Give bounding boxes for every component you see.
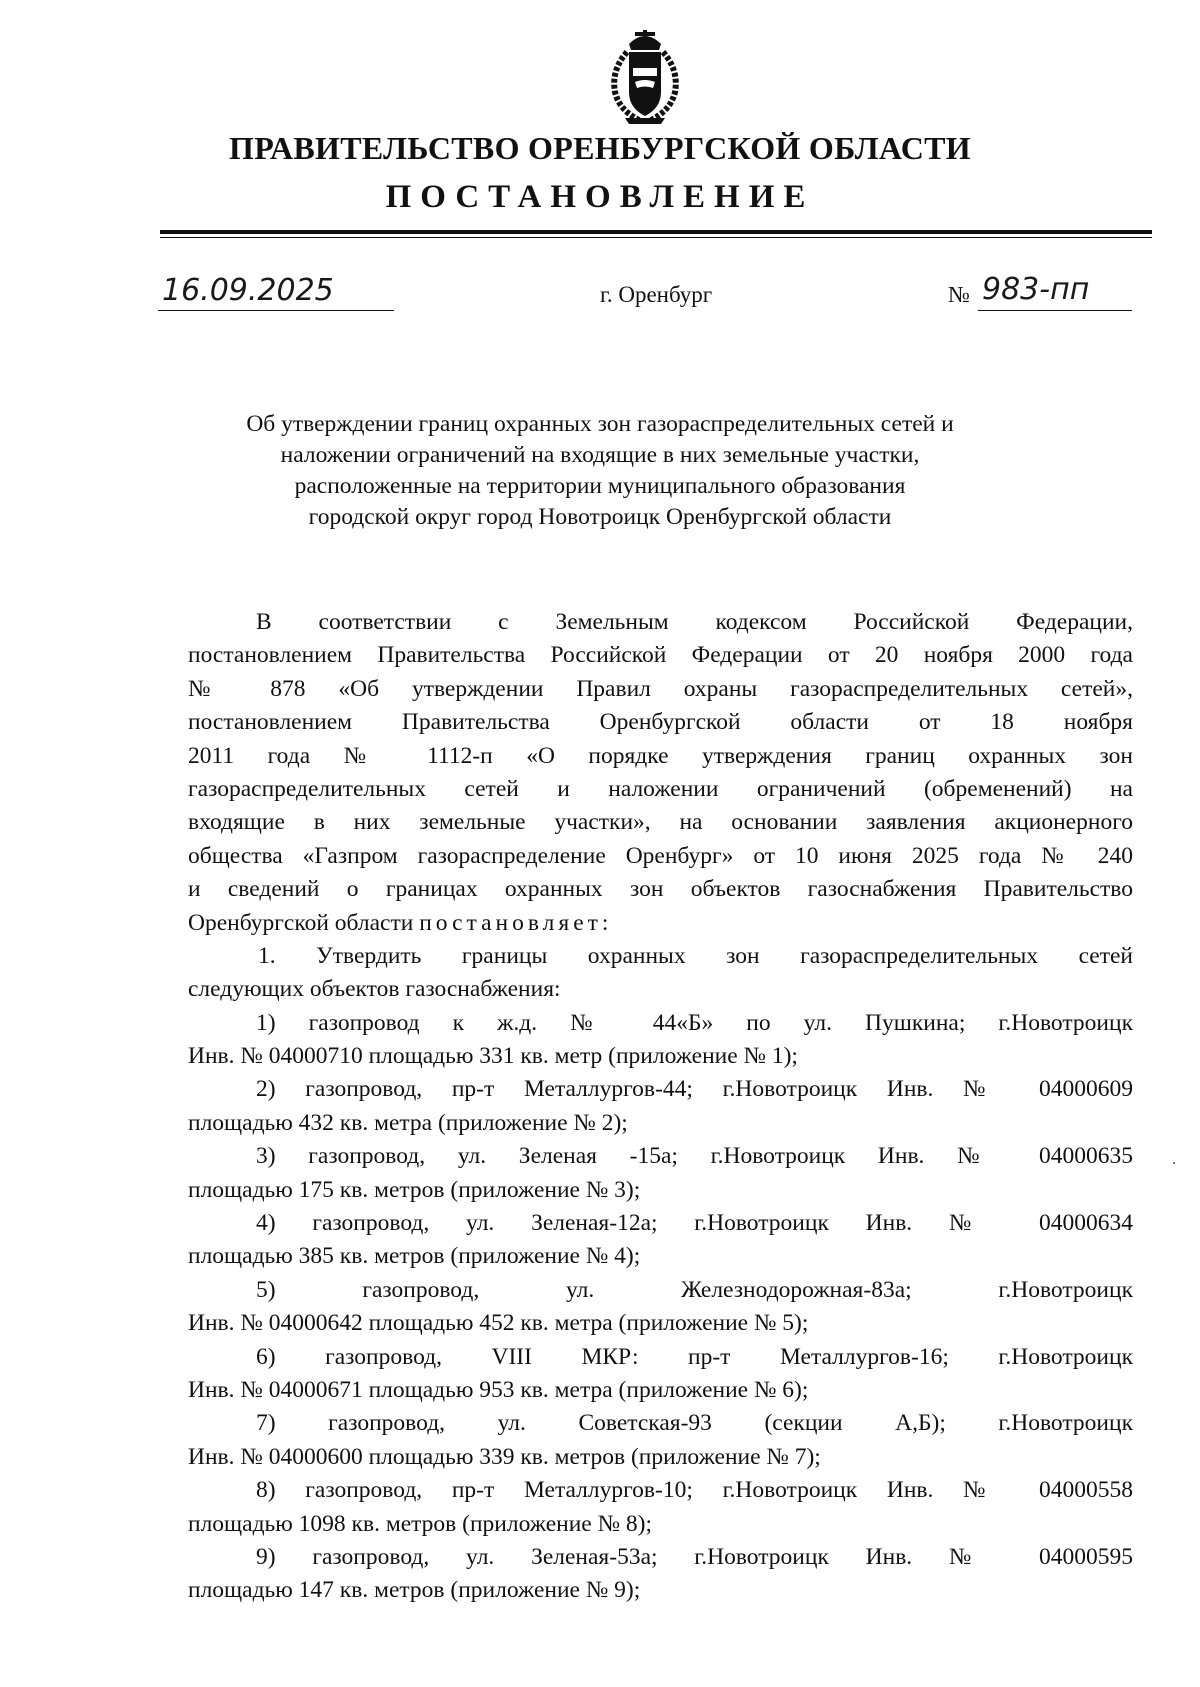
list-item: 8) газопровод, пр-т Металлургов-10; г.Новотроицк Инв. № 04000558 [256,1477,1133,1504]
list-item-cont: Инв. № 04000671 площадью 953 кв. метра (приложение № 6); [188,1376,809,1403]
list-item-cont: площадью 1098 кв. метров (приложение № 8); [188,1510,652,1537]
preamble-line: 2011 года № 1112-п «О порядке утверждения границ охранных зон [188,742,1133,769]
document-title [0,409,1200,533]
list-item: 6) газопровод, VIII МКР: пр-т Металлургов-16; г.Новотроицк [256,1343,1133,1370]
document-date: 16.09.2025 [162,273,334,308]
preamble-line: и сведений о границах охранных зон объектов газоснабжения Правительство [188,876,1133,903]
resolution-verb: постановляет: [419,909,613,936]
preamble-line-last [188,907,1133,940]
preamble-line: газораспределительных сетей и наложении ограничений (обременений) на [188,775,1133,802]
document-number: 983-пп [982,272,1090,307]
number-underline [978,310,1132,311]
clause-line: 1. Утвердить границы охранных зон газораспределительных сетей [258,942,1133,969]
header-rule-thin [160,237,1152,238]
list-item: 3) газопровод, ул. Зеленая -15а; г.Новотроицк Инв. № 04000635 [256,1143,1133,1170]
document-body [188,606,1133,1608]
preamble-line: № 878 «Об утверждении Правил охраны газораспределительных сетей», [188,675,1133,702]
list-item-cont: площадью 432 кв. метра (приложение № 2); [188,1109,628,1136]
list-item: 4) газопровод, ул. Зеленая-12а; г.Новотроицк Инв. № 04000634 [256,1210,1133,1237]
government-title: ПРАВИТЕЛЬСТВО ОРЕНБУРГСКОЙ ОБЛАСТИ [229,130,971,166]
list-item-cont: Инв. № 04000642 площадью 452 кв. метра (приложение № 5); [188,1310,809,1337]
preamble-line: В соответствии с Земельным кодексом Российской Федерации, [256,609,1133,635]
title-line: расположенные на территории муниципального образования [294,473,906,499]
title-line: наложении ограничений на входящие в них земельные участки, [280,442,920,468]
document-number-label: № [948,282,970,307]
list-item-cont: площадью 385 кв. метров (приложение № 4); [188,1243,641,1270]
coat-of-arms-emblem [605,30,685,126]
title-line: Об утверждении границ охранных зон газораспределительных сетей и [246,411,954,437]
document-city: г. Оренбург [600,282,713,307]
list-item: 1) газопровод к ж.д. № 44«Б» по ул. Пушкина; г.Новотроицк [256,1009,1133,1036]
preamble-line: постановлением Правительства Оренбургской области от 18 ноября [188,709,1133,736]
list-item: 9) газопровод, ул. Зеленая-53а; г.Новотроицк Инв. № 04000595 [256,1543,1133,1570]
preamble-line: постановлением Правительства Российской Федерации от 20 ноября 2000 года [188,642,1133,669]
list-item-cont: площадью 147 кв. метров (приложение № 9); [188,1577,641,1604]
document-type: ПОСТАНОВЛЕНИЕ [385,179,815,215]
preamble-last-text: Оренбургской области [188,909,420,936]
list-item: 7) газопровод, ул. Советская-93 (секции А,Б); г.Новотроицк [256,1410,1133,1437]
preamble-line: входящие в них земельные участки», на основании заявления акционерного [188,809,1133,836]
header-rule [160,230,1152,234]
clause-line: следующих объектов газоснабжения: [188,976,561,1003]
list-item-cont: площадью 175 кв. метров (приложение № 3); [188,1176,641,1203]
list-item: 2) газопровод, пр-т Металлургов-44; г.Новотроицк Инв. № 04000609 [256,1076,1133,1103]
scan-speck [1173,1162,1175,1164]
title-line: городской округ город Новотроицк Оренбургской области [308,504,892,530]
date-underline [158,310,394,311]
list-item-cont: Инв. № 04000710 площадью 331 кв. метр (приложение № 1); [188,1043,798,1070]
preamble-line: общества «Газпром газораспределение Оренбург» от 10 июня 2025 года № 240 [188,842,1133,869]
list-item-cont: Инв. № 04000600 площадью 339 кв. метров (приложение № 7); [188,1443,821,1470]
list-item: 5) газопровод, ул. Железнодорожная-83а; г.Новотроицк [256,1276,1133,1303]
